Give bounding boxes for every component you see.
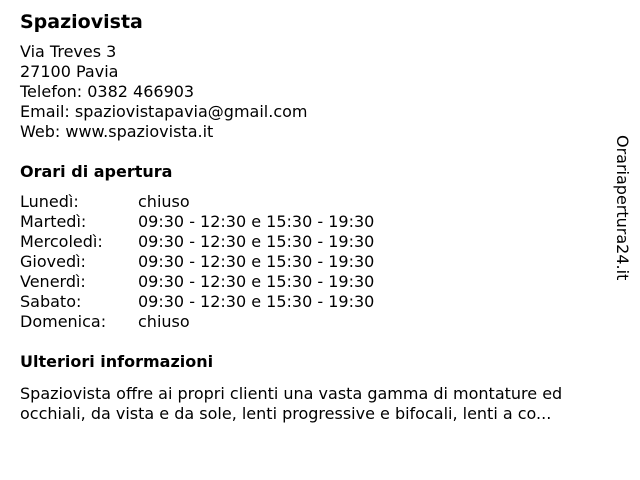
more-info-text: Spaziovista offre ai propri clienti una vasta gamma di montature ed occhiali, da vista e da sole, lenti progressive e bifocali, lenti a co... xyxy=(20,384,563,423)
web-line: Web: www.spaziovista.it xyxy=(20,122,214,141)
hours-time: 09:30 - 12:30 e 15:30 - 19:30 xyxy=(138,212,375,231)
address-line-1: Via Treves 3 xyxy=(20,42,117,61)
opening-hours-title: Orari di apertura xyxy=(20,162,173,181)
contact-block xyxy=(20,42,610,142)
phone-line: Telefon: 0382 466903 xyxy=(20,82,195,101)
hours-day: Lunedì: xyxy=(20,192,79,211)
store-card xyxy=(20,10,610,424)
email-line: Email: spaziovistapavia@gmail.com xyxy=(20,102,308,121)
address-line-2: 27100 Pavia xyxy=(20,62,119,81)
opening-hours-table xyxy=(20,192,610,332)
hours-time: chiuso xyxy=(138,312,190,331)
side-brand-label: Orariapertura24.it xyxy=(613,135,632,281)
more-info-title: Ulteriori informazioni xyxy=(20,352,214,371)
hours-time: 09:30 - 12:30 e 15:30 - 19:30 xyxy=(138,272,375,291)
hours-row xyxy=(20,192,610,212)
hours-day: Domenica: xyxy=(20,312,107,331)
hours-day: Sabato: xyxy=(20,292,82,311)
hours-time: 09:30 - 12:30 e 15:30 - 19:30 xyxy=(138,252,375,271)
hours-time: 09:30 - 12:30 e 15:30 - 19:30 xyxy=(138,292,375,311)
hours-row xyxy=(20,232,610,252)
hours-row xyxy=(20,212,610,232)
hours-row xyxy=(20,292,610,312)
hours-row xyxy=(20,272,610,292)
hours-day: Mercoledì: xyxy=(20,232,103,251)
hours-day: Giovedì: xyxy=(20,252,86,271)
hours-row xyxy=(20,312,610,332)
hours-day: Venerdì: xyxy=(20,272,86,291)
hours-day: Martedì: xyxy=(20,212,87,231)
hours-time: 09:30 - 12:30 e 15:30 - 19:30 xyxy=(138,232,375,251)
hours-time: chiuso xyxy=(138,192,190,211)
hours-row xyxy=(20,252,610,272)
store-name: Spaziovista xyxy=(20,11,143,33)
